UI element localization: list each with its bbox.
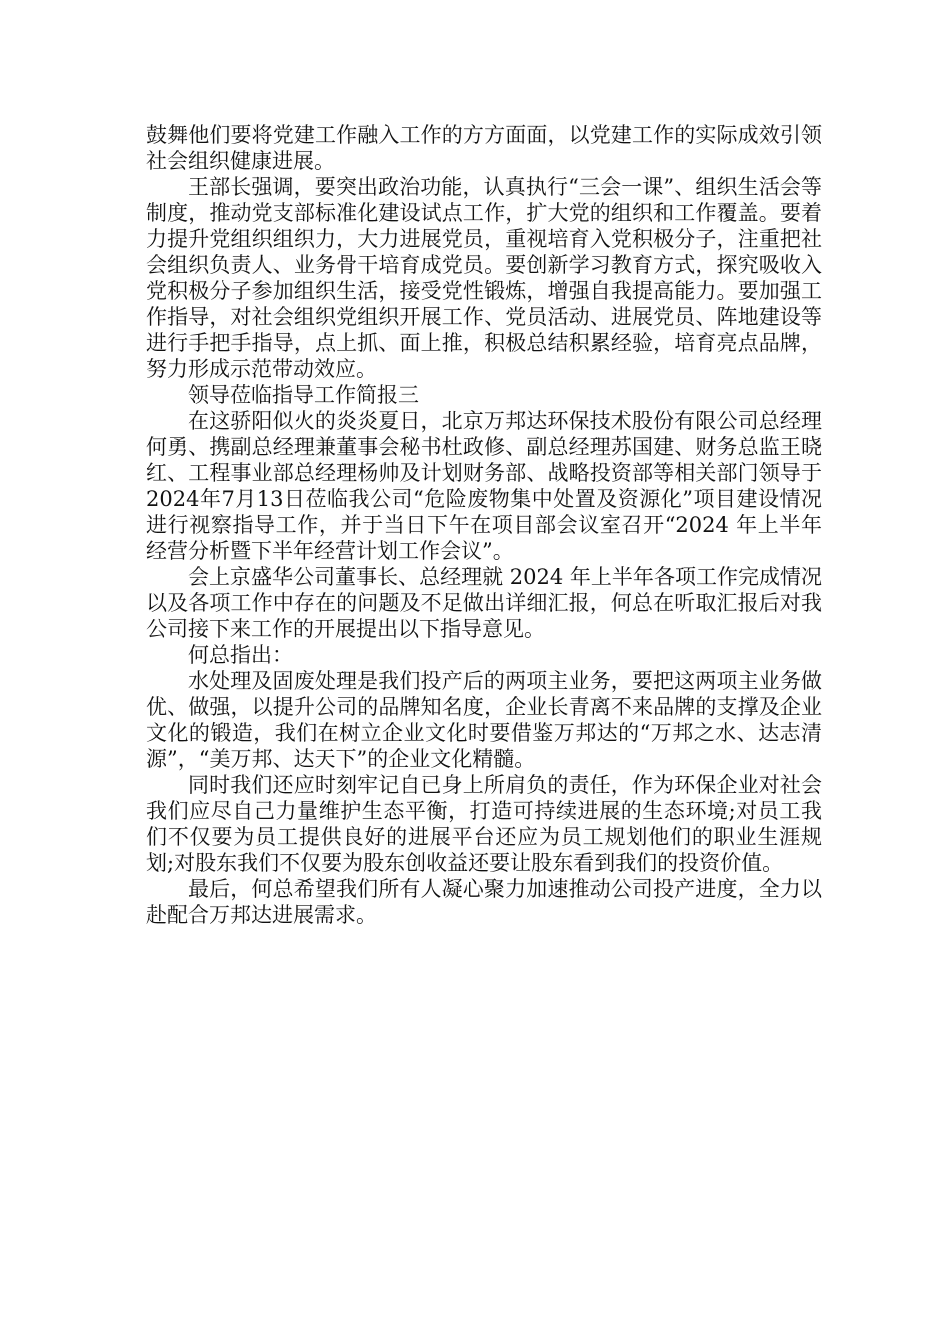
paragraph-continuation: 鼓舞他们要将党建工作融入工作的方方面面，以党建工作的实际成效引领社会组织健康进展。 <box>146 123 822 173</box>
paragraph-meeting-report: 会上京盛华公司董事长、总经理就 2024 年上半年各项工作完成情况以及各项工作中存在的问题及不足做出详细汇报，何总在听取汇报后对我公司接下来工作的开展提出以下指导意见。 <box>146 565 822 641</box>
document-page <box>146 122 822 928</box>
paragraph-he-pointed-out: 何总指出： <box>188 643 293 667</box>
paragraph-responsibility: 同时我们还应时刻牢记自已身上所肩负的责任，作为环保企业对社会我们应尽自己力量维护生态平衡，打造可持续进展的生态环境;对员工我们不仅要为员工提供良好的进展平台还应为员工规划他们的职业生涯规划;对股东我们不仅要为股东创收益还要让股东看到我们的投资价值。 <box>146 773 822 875</box>
paragraph-minister-emphasis: 王部长强调，要突出政治功能，认真执行“三会一课”、组织生活会等制度，推动党支部标准化建设试点工作，扩大党的组织和工作覆盖。要着力提升党组织组织力，大力进展党员，重视培育入党积极分子，注重把社会组织负责人、业务骨干培育成党员。要创新学习教育方式，探究吸收入党积极分子参加组织生活，接受党性锻炼，增强自我提高能力。要加强工作指导，对社会组织党组织开展工作、党员活动、进展党员、阵地建设等进行手把手指导，点上抓、面上推，积极总结积累经验，培育亮点品牌，努力形成示范带动效应。 <box>146 175 822 381</box>
paragraph-visit-intro: 在这骄阳似火的炎炎夏日，北京万邦达环保技术股份有限公司总经理何勇、携副总经理兼董事会秘书杜政修、副总经理苏国建、财务总监王晓红、工程事业部总经理杨帅及计划财务部、战略投资部等相关部门领导于2024年7月13日莅临我公司“危险废物集中处置及资源化”项目建设情况进行视察指导工作，并于当日下午在项目部会议室召开“2024 年上半年经营分析暨下半年经营计划工作会议”。 <box>146 409 822 563</box>
paragraph-conclusion: 最后，何总希望我们所有人凝心聚力加速推动公司投产进度，全力以赴配合万邦达进展需求。 <box>146 877 822 927</box>
paragraph-main-business: 水处理及固废处理是我们投产后的两项主业务，要把这两项主业务做优、做强，以提升公司的品牌知名度，企业长青离不来品牌的支撑及企业文化的锻造，我们在树立企业文化时要借鉴万邦达的“万邦之水、达志清源”，“美万邦、达天下”的企业文化精髓。 <box>146 669 822 771</box>
section-heading: 领导莅临指导工作简报三 <box>188 383 419 407</box>
